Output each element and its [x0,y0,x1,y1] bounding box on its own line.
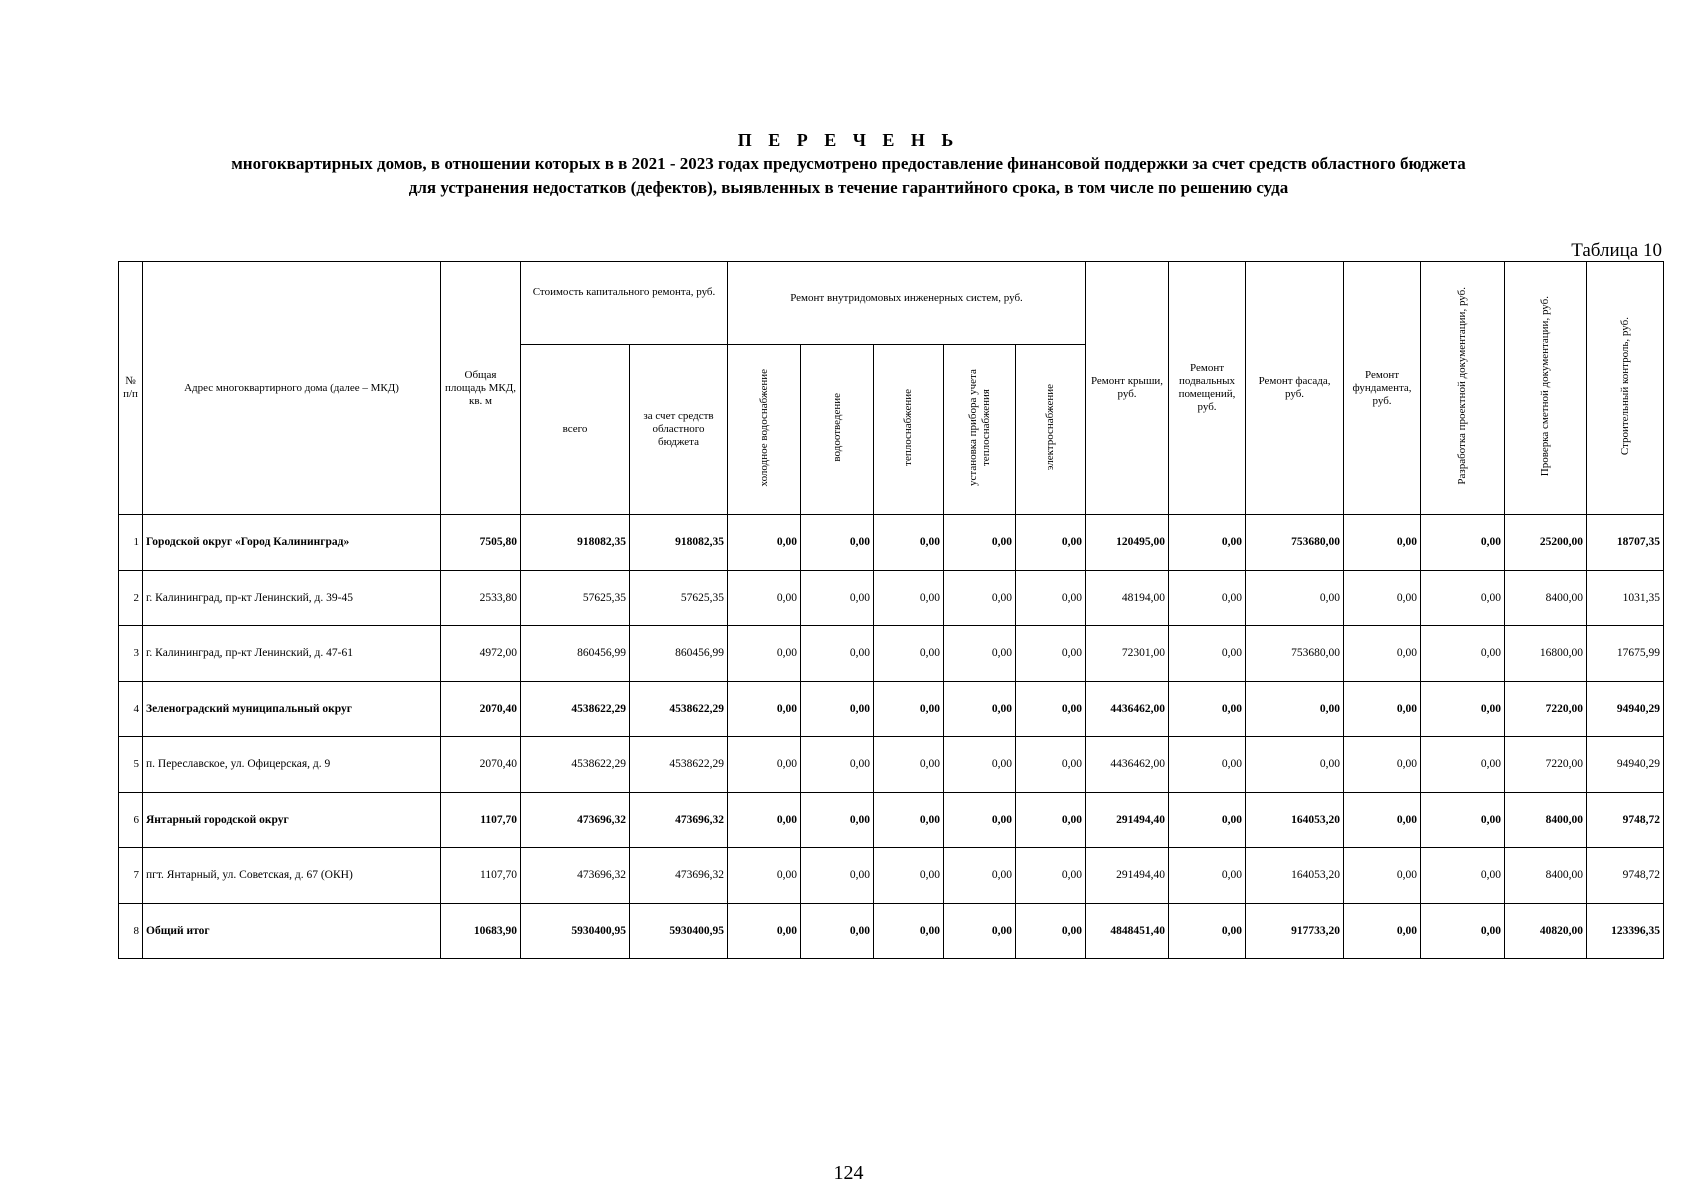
row-value-cell: 7220,00 [1505,681,1587,737]
col-header-construction-control [1587,262,1664,515]
row-address: пгт. Янтарный, ул. Советская, д. 67 (ОКН) [143,848,441,904]
row-value-cell: 0,00 [728,681,801,737]
row-value-cell: 0,00 [1421,515,1505,571]
row-value-cell: 1107,70 [441,792,521,848]
document-title: П Е Р Е Ч Е Н Ь [737,130,960,150]
col-header-cost-budget: за счет средств областного бюджета [630,345,728,515]
row-value-cell: 0,00 [801,626,874,682]
col-header-electricity [1016,345,1086,515]
row-value-cell: 0,00 [1169,570,1246,626]
row-value-cell: 860456,99 [521,626,630,682]
row-value-cell: 473696,32 [630,792,728,848]
row-value-cell: 5930400,95 [630,903,728,959]
row-value-cell: 860456,99 [630,626,728,682]
col-header-cold-water-label: холодное водоснабжение [757,368,770,487]
table-row [119,737,1664,793]
row-value-cell: 0,00 [801,737,874,793]
row-value-cell: 0,00 [1016,626,1086,682]
row-value-cell: 753680,00 [1246,515,1344,571]
document-subtitle-line-1: многоквартирных домов, в отношении которых в в 2021 - 2023 годах предусмотрено предоставление финансовой поддержки за счет средств областного бюджета [231,154,1466,173]
row-number: 4 [119,681,143,737]
row-value-cell: 0,00 [944,681,1016,737]
row-value-cell: 57625,35 [630,570,728,626]
col-header-roof: Ремонт крыши, руб. [1086,262,1169,515]
row-value-cell: 0,00 [1344,737,1421,793]
row-number: 3 [119,626,143,682]
col-header-electricity-label: электроснабжение [1044,384,1056,471]
row-value-cell: 4972,00 [441,626,521,682]
row-value-cell: 0,00 [1421,737,1505,793]
row-value-cell: 0,00 [1169,737,1246,793]
row-value-cell: 0,00 [1421,626,1505,682]
row-value-cell: 0,00 [801,903,874,959]
row-value-cell: 8400,00 [1505,570,1587,626]
col-header-meter-label: установка прибора учета теплоснабжения [966,369,992,486]
row-value-cell: 4538622,29 [630,681,728,737]
row-value-cell: 0,00 [801,570,874,626]
row-value-cell: 918082,35 [521,515,630,571]
row-number: 1 [119,515,143,571]
row-value-cell: 0,00 [1016,792,1086,848]
row-number: 7 [119,848,143,904]
document-subtitle-line-2: для устранения недостатков (дефектов), выявленных в течение гарантийного срока, в том числе по решению суда [408,178,1289,197]
row-value-cell: 18707,35 [1587,515,1664,571]
row-value-cell: 0,00 [1344,903,1421,959]
col-header-design-docs [1421,262,1505,515]
row-value-cell: 0,00 [728,903,801,959]
row-value-cell: 0,00 [1344,792,1421,848]
row-address: г. Калининград, пр-кт Ленинский, д. 39-45 [143,570,441,626]
row-value-cell: 123396,35 [1587,903,1664,959]
row-value-cell: 0,00 [1246,570,1344,626]
row-value-cell: 4538622,29 [630,737,728,793]
row-value-cell: 72301,00 [1086,626,1169,682]
table-row [119,792,1664,848]
col-header-heating [874,345,944,515]
row-value-cell: 0,00 [728,737,801,793]
col-header-address: Адрес многоквартирного дома (далее – МКД) [143,262,441,515]
row-value-cell: 0,00 [1169,848,1246,904]
housing-repair-table [118,261,1664,959]
row-value-cell: 473696,32 [521,792,630,848]
row-value-cell: 0,00 [1016,848,1086,904]
row-value-cell: 7505,80 [441,515,521,571]
row-value-cell: 0,00 [801,848,874,904]
col-header-cost-total: всего [521,345,630,515]
row-address: п. Переславское, ул. Офицерская, д. 9 [143,737,441,793]
row-value-cell: 57625,35 [521,570,630,626]
row-value-cell: 473696,32 [630,848,728,904]
row-value-cell: 291494,40 [1086,792,1169,848]
table-label: Таблица 10 [1571,240,1662,261]
row-value-cell: 0,00 [1169,792,1246,848]
col-header-estimate-check [1505,262,1587,515]
document-header [0,128,1697,200]
row-value-cell: 0,00 [1344,848,1421,904]
row-value-cell: 0,00 [1421,848,1505,904]
row-value-cell: 0,00 [874,737,944,793]
col-header-estimate-check-label: Проверка сметной документации, руб. [1539,295,1552,477]
row-value-cell: 2533,80 [441,570,521,626]
row-value-cell: 2070,40 [441,681,521,737]
row-value-cell: 9748,72 [1587,848,1664,904]
row-value-cell: 4436462,00 [1086,737,1169,793]
row-value-cell: 0,00 [1016,903,1086,959]
row-value-cell: 0,00 [801,792,874,848]
row-value-cell: 16800,00 [1505,626,1587,682]
row-value-cell: 291494,40 [1086,848,1169,904]
row-value-cell: 0,00 [874,626,944,682]
row-value-cell: 0,00 [874,848,944,904]
row-value-cell: 0,00 [1246,681,1344,737]
row-value-cell: 473696,32 [521,848,630,904]
col-header-basement: Ремонт подвальных помещений, руб. [1169,262,1246,515]
page-number: 124 [833,1162,864,1184]
row-value-cell: 0,00 [944,570,1016,626]
row-value-cell: 0,00 [1169,681,1246,737]
row-value-cell: 48194,00 [1086,570,1169,626]
row-number: 5 [119,737,143,793]
row-value-cell: 120495,00 [1086,515,1169,571]
col-header-construction-control-label: Строительный контроль, руб. [1618,316,1631,456]
row-value-cell: 0,00 [944,737,1016,793]
row-value-cell: 0,00 [728,792,801,848]
row-value-cell: 0,00 [1421,681,1505,737]
row-value-cell: 0,00 [1016,570,1086,626]
col-header-meter [944,345,1016,515]
row-value-cell: 40820,00 [1505,903,1587,959]
row-value-cell: 4848451,40 [1086,903,1169,959]
row-value-cell: 0,00 [874,681,944,737]
row-value-cell: 753680,00 [1246,626,1344,682]
row-value-cell: 0,00 [1344,570,1421,626]
row-value-cell: 917733,20 [1246,903,1344,959]
row-value-cell: 8400,00 [1505,792,1587,848]
row-value-cell: 4538622,29 [521,737,630,793]
row-value-cell: 0,00 [1344,681,1421,737]
row-address: Зеленоградский муниципальный округ [143,681,441,737]
row-value-cell: 0,00 [728,848,801,904]
table-row [119,903,1664,959]
row-value-cell: 10683,90 [441,903,521,959]
row-value-cell: 0,00 [1169,515,1246,571]
row-value-cell: 17675,99 [1587,626,1664,682]
row-number: 2 [119,570,143,626]
col-header-sewerage [801,345,874,515]
row-value-cell: 0,00 [1421,903,1505,959]
row-value-cell: 0,00 [1246,737,1344,793]
row-value-cell: 0,00 [1344,626,1421,682]
row-value-cell: 0,00 [1016,515,1086,571]
row-value-cell: 0,00 [1016,681,1086,737]
row-value-cell: 4538622,29 [521,681,630,737]
row-value-cell: 4436462,00 [1086,681,1169,737]
row-value-cell: 0,00 [1169,626,1246,682]
row-number: 6 [119,792,143,848]
row-value-cell: 164053,20 [1246,792,1344,848]
col-header-facade: Ремонт фасада, руб. [1246,262,1344,515]
table-row [119,515,1664,571]
row-address: Янтарный городской округ [143,792,441,848]
row-value-cell: 918082,35 [630,515,728,571]
row-value-cell: 0,00 [801,515,874,571]
row-value-cell: 0,00 [944,792,1016,848]
row-address: г. Калининград, пр-кт Ленинский, д. 47-61 [143,626,441,682]
col-header-cost-group: Стоимость капитального ремонта, руб. [521,262,728,345]
row-value-cell: 1031,35 [1587,570,1664,626]
col-header-area: Общая площадь МКД, кв. м [441,262,521,515]
row-value-cell: 0,00 [728,626,801,682]
row-value-cell: 0,00 [728,515,801,571]
row-value-cell: 0,00 [874,903,944,959]
row-value-cell: 0,00 [944,903,1016,959]
row-value-cell: 94940,29 [1587,681,1664,737]
row-value-cell: 0,00 [944,515,1016,571]
row-value-cell: 94940,29 [1587,737,1664,793]
col-header-sewerage-label: водоотведение [830,393,843,462]
table-row [119,570,1664,626]
col-header-foundation: Ремонт фундамента, руб. [1344,262,1421,515]
row-value-cell: 7220,00 [1505,737,1587,793]
row-value-cell: 9748,72 [1587,792,1664,848]
row-value-cell: 0,00 [1421,792,1505,848]
col-header-num: № п/п [119,262,143,515]
row-number: 8 [119,903,143,959]
row-value-cell: 0,00 [1344,515,1421,571]
table-row [119,848,1664,904]
col-header-design-docs-label: Разработка проектной документации, руб. [1456,287,1469,485]
row-value-cell: 0,00 [874,570,944,626]
table-body [119,515,1664,959]
row-value-cell: 0,00 [1016,737,1086,793]
row-value-cell: 0,00 [944,626,1016,682]
row-address: Городской округ «Город Калининград» [143,515,441,571]
row-address: Общий итог [143,903,441,959]
col-header-heating-label: теплоснабжение [902,389,914,466]
table-row [119,626,1664,682]
row-value-cell: 0,00 [874,792,944,848]
col-header-systems-group: Ремонт внутридомовых инженерных систем, руб. [728,262,1086,345]
table-row [119,681,1664,737]
row-value-cell: 164053,20 [1246,848,1344,904]
col-header-cold-water [728,345,801,515]
row-value-cell: 0,00 [944,848,1016,904]
row-value-cell: 0,00 [1421,570,1505,626]
row-value-cell: 0,00 [1169,903,1246,959]
row-value-cell: 0,00 [801,681,874,737]
row-value-cell: 8400,00 [1505,848,1587,904]
row-value-cell: 25200,00 [1505,515,1587,571]
row-value-cell: 2070,40 [441,737,521,793]
row-value-cell: 0,00 [728,570,801,626]
row-value-cell: 5930400,95 [521,903,630,959]
row-value-cell: 0,00 [874,515,944,571]
row-value-cell: 1107,70 [441,848,521,904]
